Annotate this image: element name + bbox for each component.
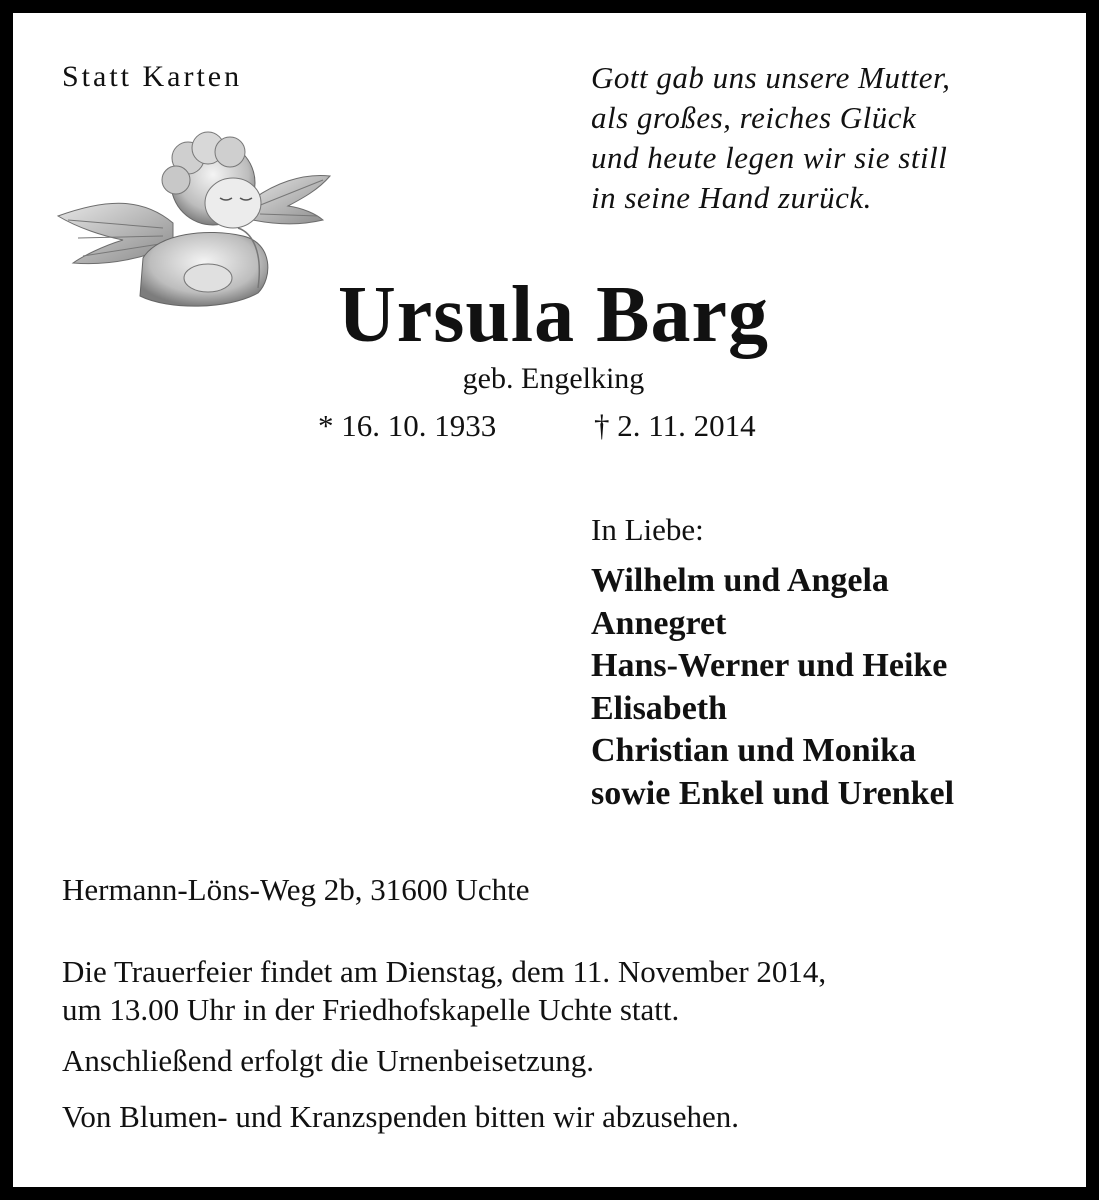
mourner-name: Hans-Werner und Heike — [591, 647, 948, 684]
poem-line: Gott gab uns unsere Mutter, — [591, 60, 951, 95]
death-date: † 2. 11. 2014 — [594, 408, 756, 443]
poem-line: in seine Hand zurück. — [591, 180, 872, 215]
statt-karten-label: Statt Karten — [62, 60, 243, 93]
birth-date: * 16. 10. 1933 — [318, 408, 497, 443]
funeral-notice-line: Die Trauerfeier findet am Dienstag, dem 11. November 2014, — [62, 954, 827, 989]
poem — [591, 58, 950, 218]
mourner-name: Elisabeth — [591, 689, 728, 727]
deceased-name: Ursula Barg — [338, 271, 769, 359]
mourner-name: Christian und Monika — [591, 732, 916, 769]
mourner-name: Wilhelm und Angela — [591, 562, 889, 599]
mourners-intro: In Liebe: — [591, 512, 704, 547]
address: Hermann-Löns-Weg 2b, 31600 Uchte — [62, 872, 530, 907]
mourners-list — [591, 560, 954, 815]
mourner-name: sowie Enkel und Urenkel — [591, 774, 955, 812]
mourner-name: Annegret — [591, 604, 727, 642]
urn-notice: Anschließend erfolgt die Urnenbeisetzung. — [62, 1043, 594, 1078]
poem-line: als großes, reiches Glück — [591, 100, 917, 135]
funeral-notice — [62, 953, 826, 1029]
flowers-notice: Von Blumen- und Kranzspenden bitten wir abzusehen. — [62, 1099, 739, 1134]
poem-line: und heute legen wir sie still — [591, 140, 948, 175]
funeral-notice-line: um 13.00 Uhr in der Friedhofskapelle Uchte statt. — [62, 992, 680, 1027]
birth-name: geb. Engelking — [462, 362, 645, 395]
